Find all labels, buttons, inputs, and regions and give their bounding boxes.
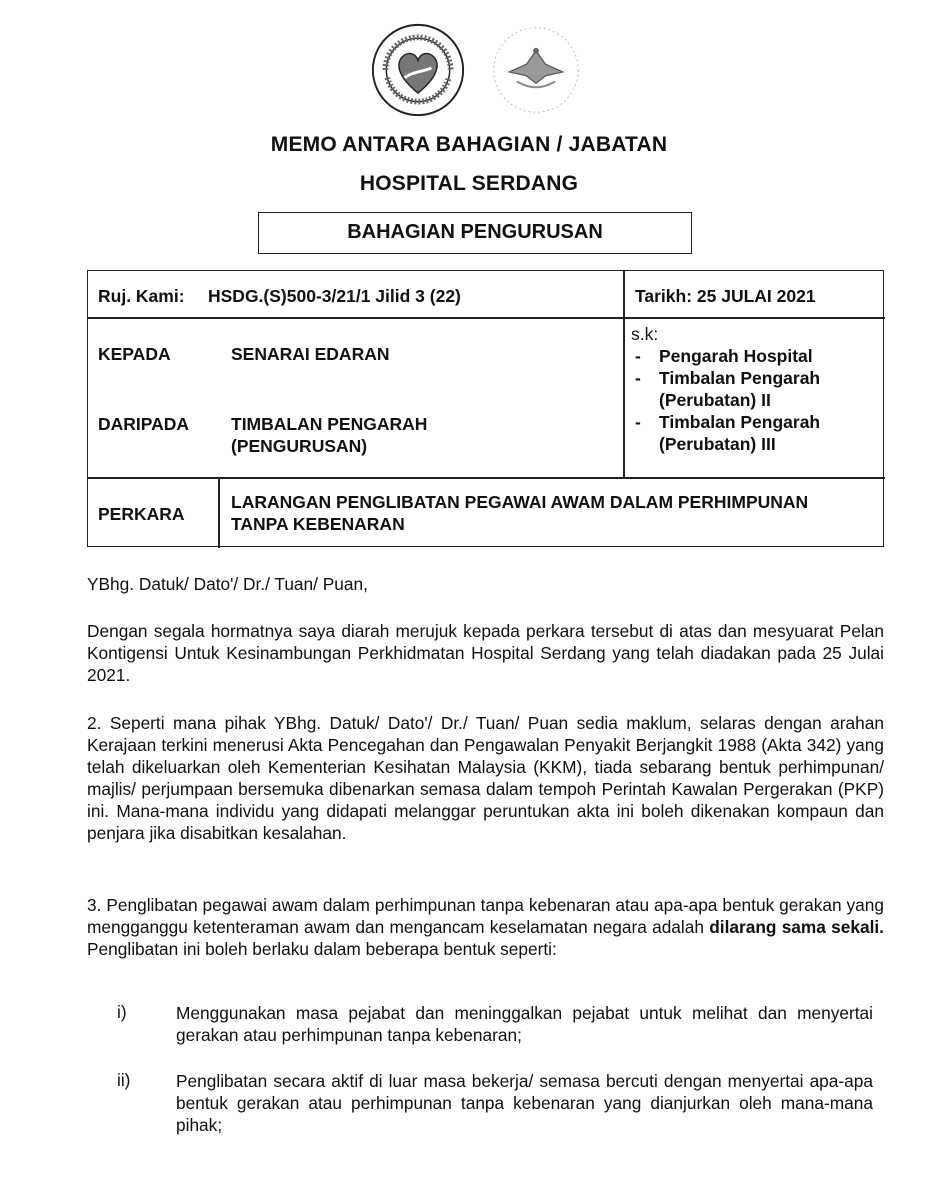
department-box: BAHAGIAN PENGURUSAN xyxy=(258,212,692,254)
ref-value: HSDG.(S)500-3/21/1 Jilid 3 (22) xyxy=(208,286,461,306)
memo-date: Tarikh: 25 JULAI 2021 xyxy=(635,286,816,306)
logos xyxy=(0,22,938,122)
cc-item-line2: (Perubatan) II xyxy=(659,390,771,410)
memo-title: MEMO ANTARA BAHAGIAN / JABATAN xyxy=(270,133,668,156)
memo-table xyxy=(87,270,884,547)
from-value-line2: (PENGURUSAN) xyxy=(231,436,368,456)
hline-2 xyxy=(88,477,885,479)
hospital-serdang-logo xyxy=(488,22,584,118)
to-label: KEPADA xyxy=(98,344,171,364)
cc-item: Pengarah Hospital xyxy=(659,346,813,366)
hline-1 xyxy=(88,317,885,319)
cc-label: s.k: xyxy=(631,324,659,344)
from-value-line1: TIMBALAN PENGARAH xyxy=(231,414,428,434)
cc-item: Timbalan Pengarah xyxy=(659,368,821,388)
list-item-number: i) xyxy=(117,1002,127,1022)
cc-item-line2: (Perubatan) III xyxy=(659,434,776,454)
paragraph-3-emphasis: dilarang sama sekali. xyxy=(709,917,884,937)
kkm-logo xyxy=(370,22,466,118)
from-label: DARIPADA xyxy=(98,414,190,434)
cc-item: Timbalan Pengarah xyxy=(659,412,821,432)
list-item-text: Penglibatan secara aktif di luar masa bekerja/ semasa bercuti dengan menyertai apa-apa bentuk gerakan atau perhimpunan tanpa kebenaran yang dianjurkan oleh mana-mana pihak; xyxy=(176,1071,873,1135)
paragraph-3-end: Penglibatan ini boleh berlaku dalam beberapa bentuk seperti: xyxy=(87,939,557,959)
salutation: YBhg. Datuk/ Dato'/ Dr./ Tuan/ Puan, xyxy=(87,574,368,594)
paragraph-3-start: 3. Penglibatan pegawai awam dalam perhimpunan tanpa kebenaran atau apa-apa bentuk gerakan yang mengganggu ketenteraman awam dan mengancam keselamatan negara adalah xyxy=(87,895,884,937)
ref-label: Ruj. Kami: xyxy=(98,286,185,306)
to-value: SENARAI EDARAN xyxy=(231,344,390,364)
list-item-number: ii) xyxy=(117,1070,131,1090)
hospital-name: HOSPITAL SERDANG xyxy=(359,172,579,195)
cc-dash: - xyxy=(635,368,641,388)
cc-dash: - xyxy=(635,346,641,366)
subject-line1: LARANGAN PENGLIBATAN PEGAWAI AWAM DALAM PERHIMPUNAN xyxy=(231,492,809,512)
vline-subject xyxy=(218,477,220,548)
paragraph-1: Dengan segala hormatnya saya diarah merujuk kepada perkara tersebut di atas dan mesyuarat Pelan Kontigensi Untuk Kesinambungan Perkhidmatan Hospital Serdang yang telah diadakan pada 25 Julai 2021. xyxy=(87,621,884,685)
paragraph-3 xyxy=(87,894,884,960)
list-item-text: Menggunakan masa pejabat dan meninggalkan pejabat untuk melihat dan menyertai gerakan atau perhimpunan tanpa kebenaran; xyxy=(176,1003,873,1045)
subject-label: PERKARA xyxy=(98,504,185,524)
paragraph-2: 2. Seperti mana pihak YBhg. Datuk/ Dato'/ Dr./ Tuan/ Puan sedia maklum, selaras dengan arahan Kerajaan terkini menerusi Akta Pencegahan dan Pengawalan Penyakit Berjangkit 1988 (Akta 342) yang telah dikeluarkan oleh Kementerian Kesihatan Malaysia (KKM), tiada sebarang bentuk perhimpunan/ majlis/ perjumpaan bersemuka dibenarkan semasa dalam tempoh Perintah Kawalan Pergerakan (PKP) ini. Mana-mana individu yang didapati melanggar peruntukan akta ini boleh dikenakan kompaun dan penjara jika disabitkan kesalahan. xyxy=(87,713,884,843)
subject-line2: TANPA KEBENARAN xyxy=(231,514,405,534)
cc-dash: - xyxy=(635,412,641,432)
vline-right xyxy=(623,271,625,477)
